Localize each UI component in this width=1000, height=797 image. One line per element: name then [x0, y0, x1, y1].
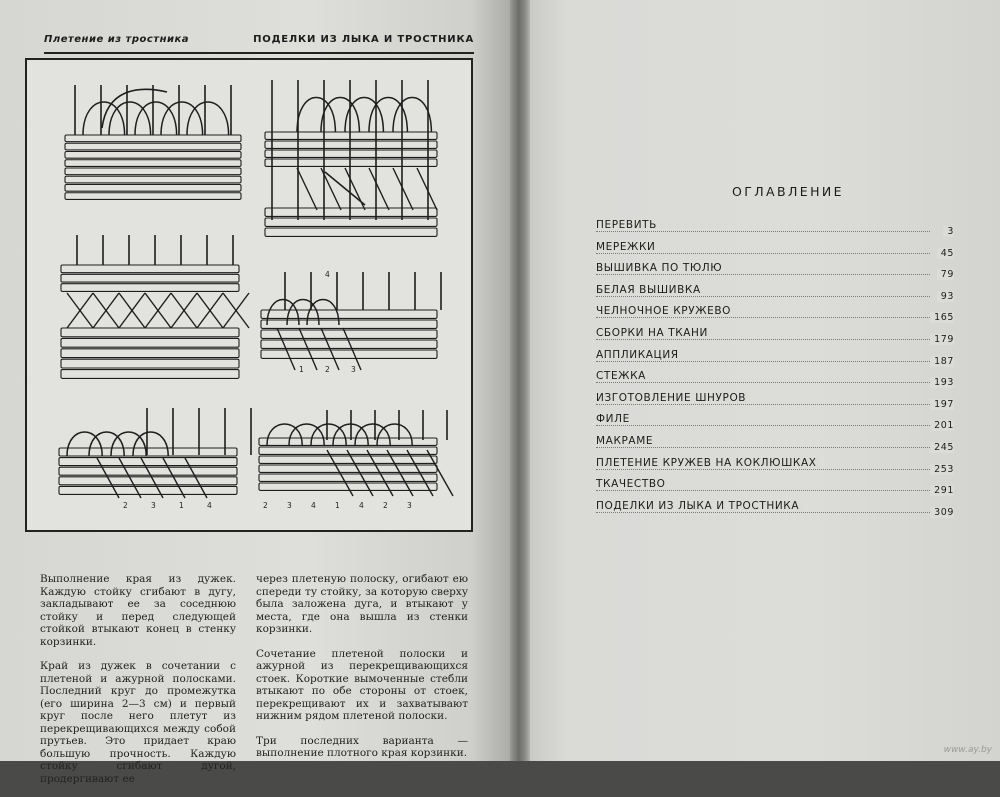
- toc-entry: [596, 370, 954, 392]
- toc-entry-page: 309: [930, 507, 954, 518]
- paragraph: через плетеную полоску, огибают ею спереди ту стойку, за которую сверху была заложена дуга, и втыкают у места, где она вышла из стенки корзинки.: [256, 573, 468, 635]
- toc-entry-page: 3: [943, 226, 954, 237]
- diagonal-rod: [367, 450, 393, 496]
- woven-row: [59, 486, 237, 494]
- toc-entry-page: 193: [930, 377, 954, 388]
- woven-row: [259, 438, 437, 445]
- text-column-1: [40, 573, 236, 797]
- paragraph: Край из дужек в сочетании с плетеной и ажурной полосками. Последний круг до промежутка (его ширина 2—3 см) и первый круг после него плетут из перекрещивающихся между собой прутьев. Это придает краю большую прочность. Каждую стойку сгибают дугой, продергивают ее: [40, 660, 236, 785]
- toc-entry-title: СТЕЖКА: [596, 370, 650, 382]
- diagonal-rod: [327, 450, 353, 496]
- diagonal-rod: [185, 458, 207, 498]
- toc-entry: [596, 219, 954, 241]
- toc-entry: [596, 500, 954, 522]
- woven-row: [65, 168, 241, 175]
- toc-leader-dots: [596, 415, 930, 426]
- diagonal-rod: [141, 458, 163, 498]
- toc-entry: [596, 262, 954, 284]
- header-section-title: Плетение из тростника: [44, 34, 190, 45]
- toc-entry-page: 179: [930, 334, 954, 345]
- figure-label: 2: [383, 501, 388, 510]
- woven-row: [61, 274, 239, 282]
- woven-row: [65, 143, 241, 150]
- toc-entry-title: ТКАЧЕСТВО: [596, 478, 670, 490]
- arrow-curve: [102, 89, 167, 128]
- woven-row: [61, 328, 239, 337]
- toc-entry: [596, 478, 954, 500]
- toc-entry-page: 245: [930, 442, 954, 453]
- paragraph: Сочетание плетеной полоски и ажурной из перекрещивающихся стоек. Короткие вымоченные стебли втыкают по обе стороны от стоек, перекрещивают их и захватывают нижним рядом плетеной полоски.: [256, 647, 468, 722]
- woven-row: [259, 465, 437, 472]
- diagonal-rod: [369, 168, 389, 210]
- woven-row: [65, 176, 241, 183]
- toc-entry-page: 253: [930, 464, 954, 475]
- toc-entry-page: 79: [937, 269, 954, 280]
- woven-row: [61, 265, 239, 273]
- toc-entry-title: МАКРАМЕ: [596, 435, 657, 447]
- diagonal-rod: [387, 450, 413, 496]
- toc-entry: [596, 305, 954, 327]
- toc-entry: [596, 392, 954, 414]
- woven-row: [265, 141, 437, 148]
- woven-row: [65, 152, 241, 159]
- woven-row: [265, 208, 437, 216]
- woven-row: [61, 370, 239, 379]
- figure-label: 3: [151, 501, 156, 510]
- toc-entry-title: ПЛЕТЕНИЕ КРУЖЕВ НА КОКЛЮШКАХ: [596, 457, 821, 469]
- diagonal-rod: [343, 328, 361, 370]
- diagonal-rod: [163, 458, 185, 498]
- diagonal-rod: [427, 450, 453, 496]
- watermark: www.ay.by: [943, 745, 992, 755]
- toc-entry: [596, 457, 954, 479]
- diagonal-rod: [347, 450, 373, 496]
- toc-entry-page: 197: [930, 399, 954, 410]
- figure-label: 1: [179, 501, 184, 510]
- diagonal-rod: [277, 328, 295, 370]
- figure-label: 4: [325, 270, 330, 279]
- toc-entry: [596, 241, 954, 263]
- running-header: [44, 34, 474, 54]
- woven-row: [265, 159, 437, 166]
- weaving-diagrams-svg: [27, 60, 471, 530]
- figure-label: 3: [287, 501, 292, 510]
- paragraph: Три последних варианта — выполнение плотного края корзинки.: [256, 734, 468, 759]
- woven-row: [265, 218, 437, 226]
- woven-row: [59, 448, 237, 456]
- woven-row: [265, 150, 437, 157]
- woven-row: [265, 132, 437, 139]
- figure-label: 1: [335, 501, 340, 510]
- figure-label: 3: [351, 365, 356, 374]
- toc-entry-title: ПЕРЕВИТЬ: [596, 219, 661, 231]
- figure-label: 2: [123, 501, 128, 510]
- toc-entry-page: 201: [930, 420, 954, 431]
- diagonal-rod: [407, 450, 433, 496]
- diagonal-rod: [345, 168, 365, 210]
- toc-entry-title: СБОРКИ НА ТКАНИ: [596, 327, 712, 339]
- diagonal-rod: [417, 168, 437, 210]
- toc-entry: [596, 327, 954, 349]
- text-column-2: [256, 573, 468, 772]
- toc-entry: [596, 435, 954, 457]
- toc-entry-page: 291: [930, 485, 954, 496]
- toc-entry: [596, 349, 954, 371]
- toc-entry-title: ИЗГОТОВЛЕНИЕ ШНУРОВ: [596, 392, 750, 404]
- toc-entry-page: 45: [937, 248, 954, 259]
- toc-entry-title: ЧЕЛНОЧНОЕ КРУЖЕВО: [596, 305, 735, 317]
- diagonal-rod: [393, 168, 413, 210]
- figure-label: 2: [263, 501, 268, 510]
- woven-row: [61, 359, 239, 368]
- figure-label: 4: [207, 501, 212, 510]
- woven-row: [59, 458, 237, 466]
- header-chapter-title: ПОДЕЛКИ ИЗ ЛЫКА И ТРОСТНИКА: [253, 34, 474, 45]
- woven-row: [65, 185, 241, 192]
- toc-entry-title: ФИЛЕ: [596, 413, 634, 425]
- toc-entry-title: БЕЛАЯ ВЫШИВКА: [596, 284, 705, 296]
- toc-entry-title: АППЛИКАЦИЯ: [596, 349, 683, 361]
- toc-entry-page: 93: [937, 291, 954, 302]
- toc-entry-title: ПОДЕЛКИ ИЗ ЛЫКА И ТРОСТНИКА: [596, 500, 803, 512]
- diagonal-rod: [119, 458, 141, 498]
- toc-entry: [596, 284, 954, 306]
- figure-label: 2: [325, 365, 330, 374]
- woven-row: [61, 349, 239, 358]
- woven-row: [65, 193, 241, 200]
- table-of-contents: [596, 219, 954, 521]
- woven-row: [261, 330, 437, 338]
- toc-entry-title: ВЫШИВКА ПО ТЮЛЮ: [596, 262, 726, 274]
- book-gutter: [510, 0, 532, 761]
- diagonal-rod: [321, 328, 339, 370]
- woven-row: [61, 284, 239, 292]
- toc-entry: [596, 413, 954, 435]
- diagonal-rod: [97, 458, 119, 498]
- woven-row: [61, 338, 239, 347]
- toc-entry-title: МЕРЕЖКИ: [596, 241, 659, 253]
- toc-entry-page: 165: [930, 312, 954, 323]
- figure-label: 4: [359, 501, 364, 510]
- woven-row: [65, 135, 241, 142]
- toc-title: ОГЛАВЛЕНИЕ: [732, 184, 844, 199]
- woven-row: [65, 160, 241, 167]
- diagonal-rod: [297, 168, 317, 210]
- toc-entry-page: 187: [930, 356, 954, 367]
- figure-label: 1: [299, 365, 304, 374]
- woven-row: [265, 228, 437, 236]
- figure-label: 3: [407, 501, 412, 510]
- diagonal-rod: [299, 328, 317, 370]
- figure-label: 4: [311, 501, 316, 510]
- woven-row: [259, 474, 437, 481]
- weaving-illustration: [25, 58, 473, 532]
- woven-row: [59, 477, 237, 485]
- paragraph: Выполнение края из дужек. Каждую стойку сгибают в дугу, закладывают ее за соседнюю стойку и перед следующей стойкой втыкают конец в стенку корзинки.: [40, 573, 236, 648]
